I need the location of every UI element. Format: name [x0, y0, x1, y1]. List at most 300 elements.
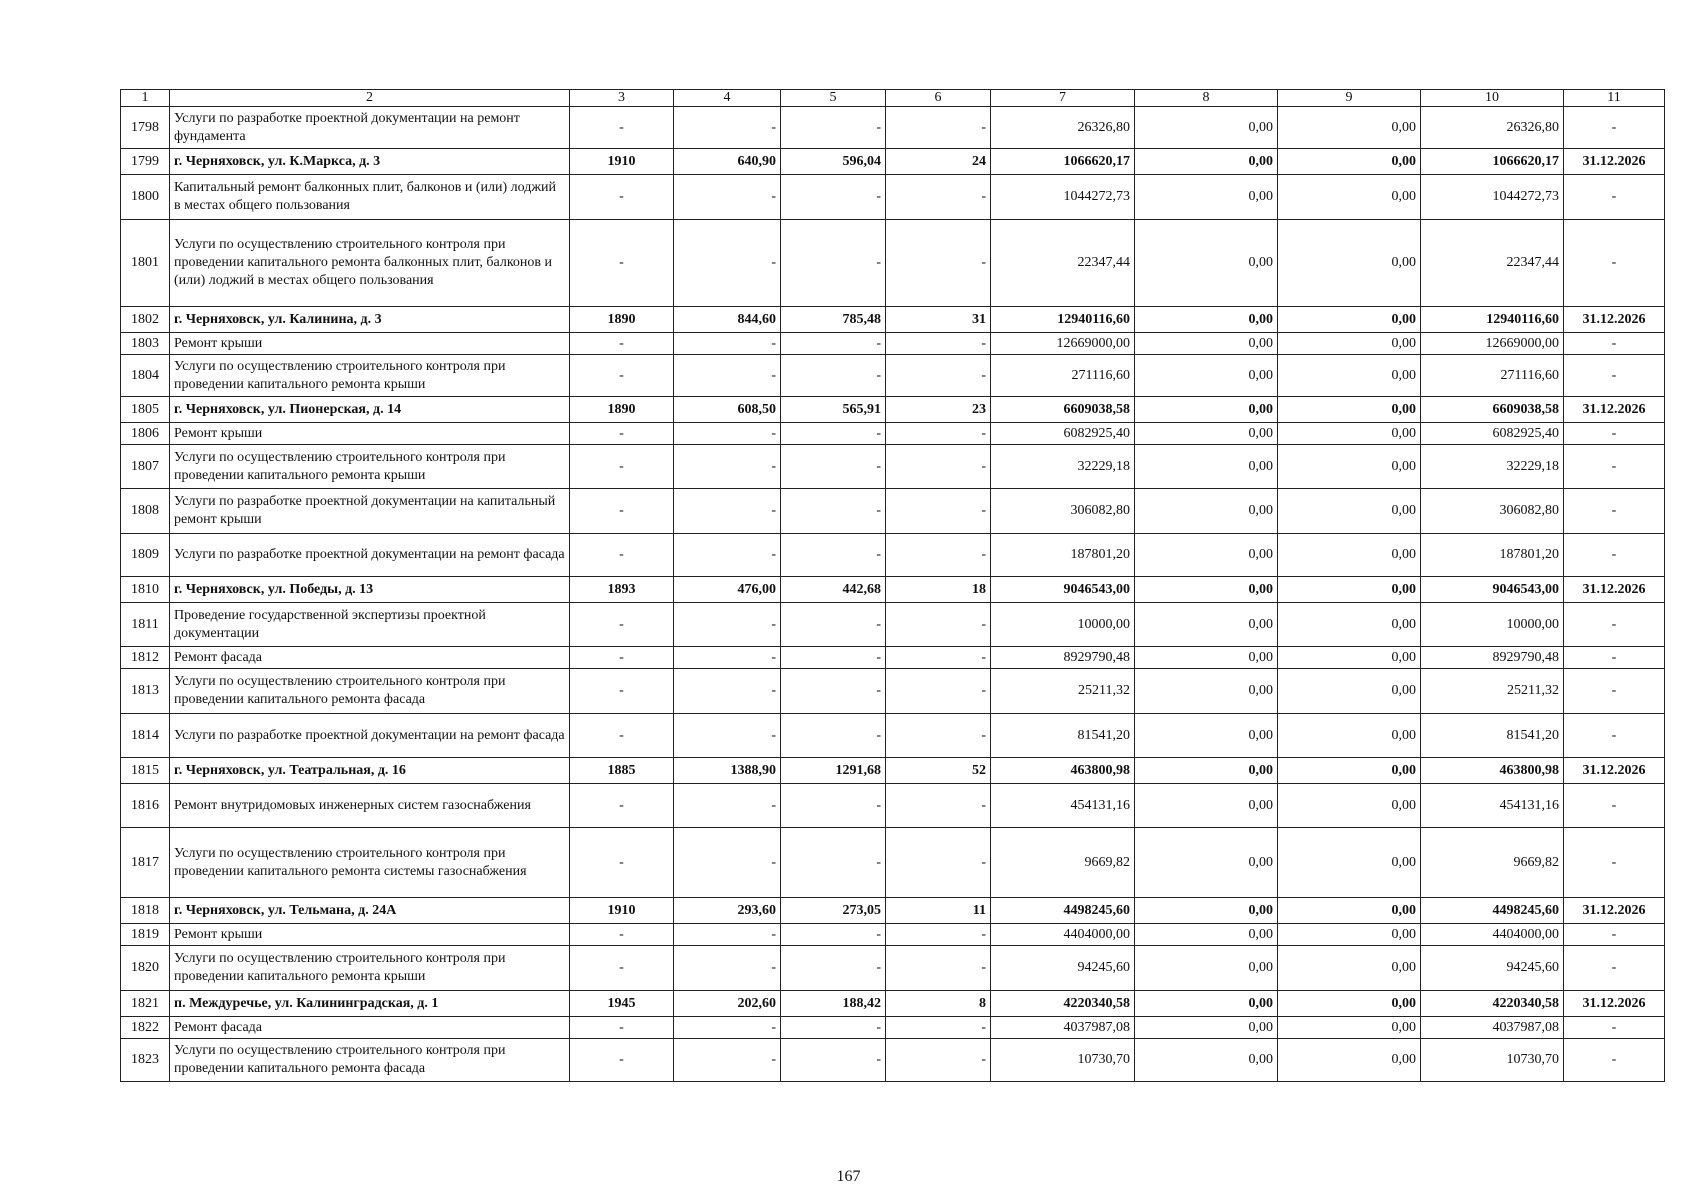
cell-cost-col-8: 0,00 [1135, 333, 1278, 355]
cell-row-number: 1819 [121, 924, 170, 946]
cell-total-cost: 81541,20 [991, 714, 1135, 758]
cell-cost-col-9: 0,00 [1278, 758, 1421, 784]
cell-living-area: 188,42 [781, 991, 886, 1017]
cell-total-cost: 10730,70 [991, 1039, 1135, 1082]
cell-total-cost: 9669,82 [991, 828, 1135, 898]
column-header-4: 4 [674, 90, 781, 107]
cell-cost-col-8: 0,00 [1135, 534, 1278, 577]
cell-deadline: - [1564, 828, 1665, 898]
cell-cost-col-10: 9669,82 [1421, 828, 1564, 898]
cell-cost-col-8: 0,00 [1135, 714, 1278, 758]
cell-description: Ремонт крыши [170, 423, 570, 445]
cell-row-number: 1812 [121, 647, 170, 669]
cell-cost-col-9: 0,00 [1278, 714, 1421, 758]
cell-living-area: 442,68 [781, 577, 886, 603]
cell-description: г. Черняховск, ул. Пионерская, д. 14 [170, 397, 570, 423]
cell-cost-col-8: 0,00 [1135, 784, 1278, 828]
cell-row-number: 1801 [121, 220, 170, 307]
cell-deadline: - [1564, 784, 1665, 828]
cell-year-built: - [570, 355, 674, 397]
cell-year-built: 1910 [570, 149, 674, 175]
cell-deadline: - [1564, 423, 1665, 445]
cell-total-cost: 4220340,58 [991, 991, 1135, 1017]
cell-residents-count: - [886, 489, 991, 534]
table-row [121, 577, 1665, 603]
cell-living-area: - [781, 445, 886, 489]
cell-year-built: - [570, 333, 674, 355]
cell-cost-col-10: 1066620,17 [1421, 149, 1564, 175]
cell-year-built: - [570, 924, 674, 946]
cell-year-built: - [570, 534, 674, 577]
cell-residents-count: - [886, 924, 991, 946]
cell-residents-count: - [886, 445, 991, 489]
cell-cost-col-10: 22347,44 [1421, 220, 1564, 307]
table-body [121, 107, 1665, 1082]
cell-cost-col-9: 0,00 [1278, 828, 1421, 898]
table-row [121, 307, 1665, 333]
cell-total-cost: 1044272,73 [991, 175, 1135, 220]
table-row [121, 489, 1665, 534]
cell-description: Услуги по разработке проектной документации на ремонт фасада [170, 534, 570, 577]
cell-total-area: 1388,90 [674, 758, 781, 784]
cell-cost-col-9: 0,00 [1278, 647, 1421, 669]
cell-cost-col-9: 0,00 [1278, 991, 1421, 1017]
cell-living-area: - [781, 603, 886, 647]
cell-description: Ремонт крыши [170, 333, 570, 355]
cell-row-number: 1805 [121, 397, 170, 423]
table-row [121, 898, 1665, 924]
cell-description: Услуги по осуществлению строительного контроля при проведении капитального ремонта крыши [170, 946, 570, 991]
cell-cost-col-8: 0,00 [1135, 647, 1278, 669]
cell-cost-col-10: 187801,20 [1421, 534, 1564, 577]
cell-residents-count: - [886, 355, 991, 397]
cell-total-area: - [674, 333, 781, 355]
cell-cost-col-8: 0,00 [1135, 397, 1278, 423]
cell-total-area: - [674, 445, 781, 489]
column-header-3: 3 [570, 90, 674, 107]
cell-year-built: 1945 [570, 991, 674, 1017]
cell-description: г. Черняховск, ул. К.Маркса, д. 3 [170, 149, 570, 175]
cell-cost-col-10: 26326,80 [1421, 107, 1564, 149]
cell-total-area: 844,60 [674, 307, 781, 333]
cell-description: Услуги по осуществлению строительного контроля при проведении капитального ремонта системы газоснабжения [170, 828, 570, 898]
cell-total-cost: 6609038,58 [991, 397, 1135, 423]
cell-residents-count: 18 [886, 577, 991, 603]
page-number: 167 [836, 1168, 861, 1185]
cell-description: Капитальный ремонт балконных плит, балконов и (или) лоджий в местах общего пользования [170, 175, 570, 220]
table-row [121, 758, 1665, 784]
cell-total-area: - [674, 220, 781, 307]
cell-total-cost: 32229,18 [991, 445, 1135, 489]
table-row [121, 107, 1665, 149]
cell-living-area: 273,05 [781, 898, 886, 924]
cell-row-number: 1821 [121, 991, 170, 1017]
cell-year-built: - [570, 107, 674, 149]
cell-cost-col-8: 0,00 [1135, 898, 1278, 924]
cell-residents-count: - [886, 828, 991, 898]
cell-cost-col-8: 0,00 [1135, 991, 1278, 1017]
cell-deadline: - [1564, 333, 1665, 355]
cell-total-cost: 463800,98 [991, 758, 1135, 784]
cell-living-area: - [781, 107, 886, 149]
cell-description: Услуги по разработке проектной документации на капитальный ремонт крыши [170, 489, 570, 534]
cell-deadline: 31.12.2026 [1564, 307, 1665, 333]
cell-description: Ремонт фасада [170, 1017, 570, 1039]
table-row [121, 423, 1665, 445]
cell-deadline: - [1564, 489, 1665, 534]
cell-total-area: - [674, 175, 781, 220]
cell-year-built: 1893 [570, 577, 674, 603]
table-row [121, 647, 1665, 669]
cell-total-area: - [674, 924, 781, 946]
cell-total-area: - [674, 107, 781, 149]
cell-description: Услуги по разработке проектной документации на ремонт фасада [170, 714, 570, 758]
cell-cost-col-8: 0,00 [1135, 445, 1278, 489]
cell-cost-col-8: 0,00 [1135, 924, 1278, 946]
cell-living-area: - [781, 175, 886, 220]
cell-row-number: 1802 [121, 307, 170, 333]
cell-cost-col-8: 0,00 [1135, 669, 1278, 714]
table-row [121, 355, 1665, 397]
cell-deadline: 31.12.2026 [1564, 991, 1665, 1017]
cell-description: Проведение государственной экспертизы проектной документации [170, 603, 570, 647]
cell-row-number: 1811 [121, 603, 170, 647]
cell-deadline: - [1564, 534, 1665, 577]
cell-row-number: 1817 [121, 828, 170, 898]
table-row [121, 828, 1665, 898]
cell-description: Услуги по осуществлению строительного контроля при проведении капитального ремонта фасада [170, 669, 570, 714]
cell-residents-count: 8 [886, 991, 991, 1017]
cell-deadline: 31.12.2026 [1564, 758, 1665, 784]
cell-living-area: - [781, 220, 886, 307]
cell-total-area: - [674, 603, 781, 647]
cell-living-area: - [781, 355, 886, 397]
cell-row-number: 1822 [121, 1017, 170, 1039]
cell-cost-col-9: 0,00 [1278, 445, 1421, 489]
table-row [121, 397, 1665, 423]
cell-description: г. Черняховск, ул. Победы, д. 13 [170, 577, 570, 603]
cell-total-area: 202,60 [674, 991, 781, 1017]
column-header-6: 6 [886, 90, 991, 107]
cell-residents-count: 11 [886, 898, 991, 924]
cell-year-built: 1910 [570, 898, 674, 924]
cell-living-area: - [781, 828, 886, 898]
cell-deadline: - [1564, 924, 1665, 946]
cell-deadline: - [1564, 647, 1665, 669]
cell-total-area: - [674, 534, 781, 577]
cell-cost-col-9: 0,00 [1278, 669, 1421, 714]
cell-deadline: - [1564, 220, 1665, 307]
cell-description: Услуги по осуществлению строительного контроля при проведении капитального ремонта крыши [170, 355, 570, 397]
cell-cost-col-9: 0,00 [1278, 603, 1421, 647]
cell-cost-col-8: 0,00 [1135, 149, 1278, 175]
cell-row-number: 1813 [121, 669, 170, 714]
cell-deadline: - [1564, 946, 1665, 991]
cell-residents-count: 31 [886, 307, 991, 333]
cell-residents-count: 52 [886, 758, 991, 784]
cell-cost-col-9: 0,00 [1278, 220, 1421, 307]
cell-total-cost: 26326,80 [991, 107, 1135, 149]
cell-cost-col-9: 0,00 [1278, 577, 1421, 603]
cell-row-number: 1800 [121, 175, 170, 220]
cell-row-number: 1799 [121, 149, 170, 175]
cell-year-built: 1890 [570, 397, 674, 423]
cell-residents-count: - [886, 175, 991, 220]
cell-year-built: - [570, 946, 674, 991]
column-header-9: 9 [1278, 90, 1421, 107]
table-row [121, 669, 1665, 714]
cell-cost-col-8: 0,00 [1135, 828, 1278, 898]
table-row [121, 603, 1665, 647]
cell-cost-col-9: 0,00 [1278, 107, 1421, 149]
cell-cost-col-9: 0,00 [1278, 355, 1421, 397]
cell-cost-col-10: 12940116,60 [1421, 307, 1564, 333]
table-row [121, 714, 1665, 758]
cell-total-area: - [674, 828, 781, 898]
cell-living-area: - [781, 489, 886, 534]
table-row [121, 946, 1665, 991]
cell-cost-col-8: 0,00 [1135, 107, 1278, 149]
cell-cost-col-10: 454131,16 [1421, 784, 1564, 828]
cell-year-built: - [570, 1039, 674, 1082]
cell-cost-col-10: 81541,20 [1421, 714, 1564, 758]
cell-cost-col-10: 4404000,00 [1421, 924, 1564, 946]
cell-year-built: 1890 [570, 307, 674, 333]
cell-cost-col-8: 0,00 [1135, 355, 1278, 397]
cell-residents-count: 24 [886, 149, 991, 175]
column-header-5: 5 [781, 90, 886, 107]
cell-residents-count: - [886, 647, 991, 669]
cell-description: г. Черняховск, ул. Тельмана, д. 24А [170, 898, 570, 924]
cell-deadline: - [1564, 1017, 1665, 1039]
cell-total-cost: 25211,32 [991, 669, 1135, 714]
cell-residents-count: - [886, 946, 991, 991]
cell-description: Услуги по осуществлению строительного контроля при проведении капитального ремонта крыши [170, 445, 570, 489]
cell-cost-col-10: 306082,80 [1421, 489, 1564, 534]
cell-total-area: 476,00 [674, 577, 781, 603]
cell-deadline: 31.12.2026 [1564, 149, 1665, 175]
cell-cost-col-10: 4037987,08 [1421, 1017, 1564, 1039]
cell-total-area: - [674, 1039, 781, 1082]
cell-cost-col-10: 4220340,58 [1421, 991, 1564, 1017]
cell-residents-count: - [886, 534, 991, 577]
cell-deadline: - [1564, 175, 1665, 220]
cell-living-area: 596,04 [781, 149, 886, 175]
cell-total-cost: 4404000,00 [991, 924, 1135, 946]
cell-cost-col-8: 0,00 [1135, 577, 1278, 603]
column-header-2: 2 [170, 90, 570, 107]
table-row [121, 220, 1665, 307]
cell-row-number: 1810 [121, 577, 170, 603]
cell-total-cost: 4498245,60 [991, 898, 1135, 924]
cell-row-number: 1803 [121, 333, 170, 355]
table-row [121, 1017, 1665, 1039]
column-header-8: 8 [1135, 90, 1278, 107]
cell-total-cost: 306082,80 [991, 489, 1135, 534]
cell-cost-col-8: 0,00 [1135, 946, 1278, 991]
cell-cost-col-9: 0,00 [1278, 1039, 1421, 1082]
cell-total-area: 640,90 [674, 149, 781, 175]
cell-residents-count: - [886, 333, 991, 355]
cell-residents-count: - [886, 1039, 991, 1082]
cell-deadline: - [1564, 714, 1665, 758]
cell-deadline: - [1564, 107, 1665, 149]
cell-row-number: 1808 [121, 489, 170, 534]
cell-cost-col-9: 0,00 [1278, 489, 1421, 534]
cell-total-area: - [674, 1017, 781, 1039]
cell-cost-col-10: 463800,98 [1421, 758, 1564, 784]
cell-deadline: 31.12.2026 [1564, 577, 1665, 603]
cell-cost-col-10: 6609038,58 [1421, 397, 1564, 423]
cell-total-area: - [674, 489, 781, 534]
column-header-11: 11 [1564, 90, 1665, 107]
cell-deadline: - [1564, 669, 1665, 714]
cell-cost-col-9: 0,00 [1278, 423, 1421, 445]
cell-total-cost: 9046543,00 [991, 577, 1135, 603]
cell-cost-col-10: 32229,18 [1421, 445, 1564, 489]
column-header-7: 7 [991, 90, 1135, 107]
cell-total-cost: 6082925,40 [991, 423, 1135, 445]
cell-cost-col-9: 0,00 [1278, 175, 1421, 220]
cell-cost-col-9: 0,00 [1278, 397, 1421, 423]
cell-cost-col-9: 0,00 [1278, 946, 1421, 991]
cell-year-built: - [570, 669, 674, 714]
cell-residents-count: - [886, 220, 991, 307]
cell-row-number: 1798 [121, 107, 170, 149]
cell-cost-col-8: 0,00 [1135, 175, 1278, 220]
cell-living-area: - [781, 1039, 886, 1082]
table-row [121, 445, 1665, 489]
cell-cost-col-8: 0,00 [1135, 1017, 1278, 1039]
cell-total-area: 293,60 [674, 898, 781, 924]
cell-year-built: - [570, 647, 674, 669]
cell-cost-col-9: 0,00 [1278, 149, 1421, 175]
cell-residents-count: - [886, 603, 991, 647]
cell-cost-col-8: 0,00 [1135, 307, 1278, 333]
cell-living-area: - [781, 423, 886, 445]
cell-cost-col-10: 8929790,48 [1421, 647, 1564, 669]
cell-total-cost: 12669000,00 [991, 333, 1135, 355]
cell-year-built: - [570, 603, 674, 647]
cell-total-cost: 22347,44 [991, 220, 1135, 307]
cell-year-built: - [570, 423, 674, 445]
cell-description: Ремонт фасада [170, 647, 570, 669]
cell-total-area: - [674, 946, 781, 991]
cell-row-number: 1809 [121, 534, 170, 577]
cell-row-number: 1815 [121, 758, 170, 784]
cell-total-cost: 271116,60 [991, 355, 1135, 397]
cell-description: Ремонт внутридомовых инженерных систем газоснабжения [170, 784, 570, 828]
cell-total-cost: 8929790,48 [991, 647, 1135, 669]
cell-cost-col-8: 0,00 [1135, 489, 1278, 534]
cell-total-area: - [674, 355, 781, 397]
cell-year-built: - [570, 489, 674, 534]
cell-cost-col-10: 6082925,40 [1421, 423, 1564, 445]
cell-total-cost: 12940116,60 [991, 307, 1135, 333]
cell-row-number: 1807 [121, 445, 170, 489]
works-table [120, 89, 1665, 1082]
cell-year-built: 1885 [570, 758, 674, 784]
cell-living-area: - [781, 333, 886, 355]
cell-total-cost: 94245,60 [991, 946, 1135, 991]
cell-year-built: - [570, 445, 674, 489]
table-row [121, 333, 1665, 355]
cell-total-cost: 454131,16 [991, 784, 1135, 828]
cell-deadline: - [1564, 445, 1665, 489]
cell-deadline: - [1564, 603, 1665, 647]
table-row [121, 924, 1665, 946]
cell-deadline: 31.12.2026 [1564, 898, 1665, 924]
cell-total-area: - [674, 784, 781, 828]
cell-row-number: 1806 [121, 423, 170, 445]
cell-living-area: 565,91 [781, 397, 886, 423]
cell-living-area: - [781, 924, 886, 946]
cell-cost-col-9: 0,00 [1278, 333, 1421, 355]
cell-cost-col-10: 1044272,73 [1421, 175, 1564, 220]
cell-row-number: 1816 [121, 784, 170, 828]
cell-total-area: - [674, 647, 781, 669]
cell-living-area: - [781, 946, 886, 991]
cell-cost-col-8: 0,00 [1135, 423, 1278, 445]
cell-total-area: 608,50 [674, 397, 781, 423]
cell-row-number: 1814 [121, 714, 170, 758]
cell-year-built: - [570, 1017, 674, 1039]
table-row [121, 784, 1665, 828]
cell-description: г. Черняховск, ул. Калинина, д. 3 [170, 307, 570, 333]
cell-description: п. Междуречье, ул. Калининградская, д. 1 [170, 991, 570, 1017]
cell-residents-count: - [886, 669, 991, 714]
cell-cost-col-10: 94245,60 [1421, 946, 1564, 991]
cell-total-area: - [674, 423, 781, 445]
cell-description: Услуги по осуществлению строительного контроля при проведении капитального ремонта балконных плит, балконов и (или) лоджий в местах общего пользования [170, 220, 570, 307]
cell-living-area: - [781, 1017, 886, 1039]
cell-living-area: 1291,68 [781, 758, 886, 784]
cell-cost-col-9: 0,00 [1278, 898, 1421, 924]
cell-cost-col-10: 271116,60 [1421, 355, 1564, 397]
cell-cost-col-9: 0,00 [1278, 534, 1421, 577]
cell-total-cost: 10000,00 [991, 603, 1135, 647]
cell-row-number: 1804 [121, 355, 170, 397]
cell-year-built: - [570, 714, 674, 758]
cell-cost-col-10: 12669000,00 [1421, 333, 1564, 355]
cell-cost-col-8: 0,00 [1135, 758, 1278, 784]
cell-cost-col-9: 0,00 [1278, 924, 1421, 946]
cell-deadline: 31.12.2026 [1564, 397, 1665, 423]
cell-year-built: - [570, 828, 674, 898]
table-row [121, 991, 1665, 1017]
column-header-10: 10 [1421, 90, 1564, 107]
cell-living-area: - [781, 647, 886, 669]
cell-cost-col-10: 9046543,00 [1421, 577, 1564, 603]
cell-total-cost: 187801,20 [991, 534, 1135, 577]
column-header-1: 1 [121, 90, 170, 107]
table-row [121, 149, 1665, 175]
cell-living-area: - [781, 669, 886, 714]
cell-cost-col-8: 0,00 [1135, 1039, 1278, 1082]
cell-living-area: 785,48 [781, 307, 886, 333]
cell-year-built: - [570, 175, 674, 220]
cell-description: г. Черняховск, ул. Театральная, д. 16 [170, 758, 570, 784]
cell-row-number: 1823 [121, 1039, 170, 1082]
cell-row-number: 1820 [121, 946, 170, 991]
cell-total-cost: 4037987,08 [991, 1017, 1135, 1039]
table-row [121, 534, 1665, 577]
cell-residents-count: - [886, 714, 991, 758]
cell-cost-col-8: 0,00 [1135, 603, 1278, 647]
cell-deadline: - [1564, 1039, 1665, 1082]
cell-residents-count: - [886, 107, 991, 149]
cell-cost-col-10: 10730,70 [1421, 1039, 1564, 1082]
